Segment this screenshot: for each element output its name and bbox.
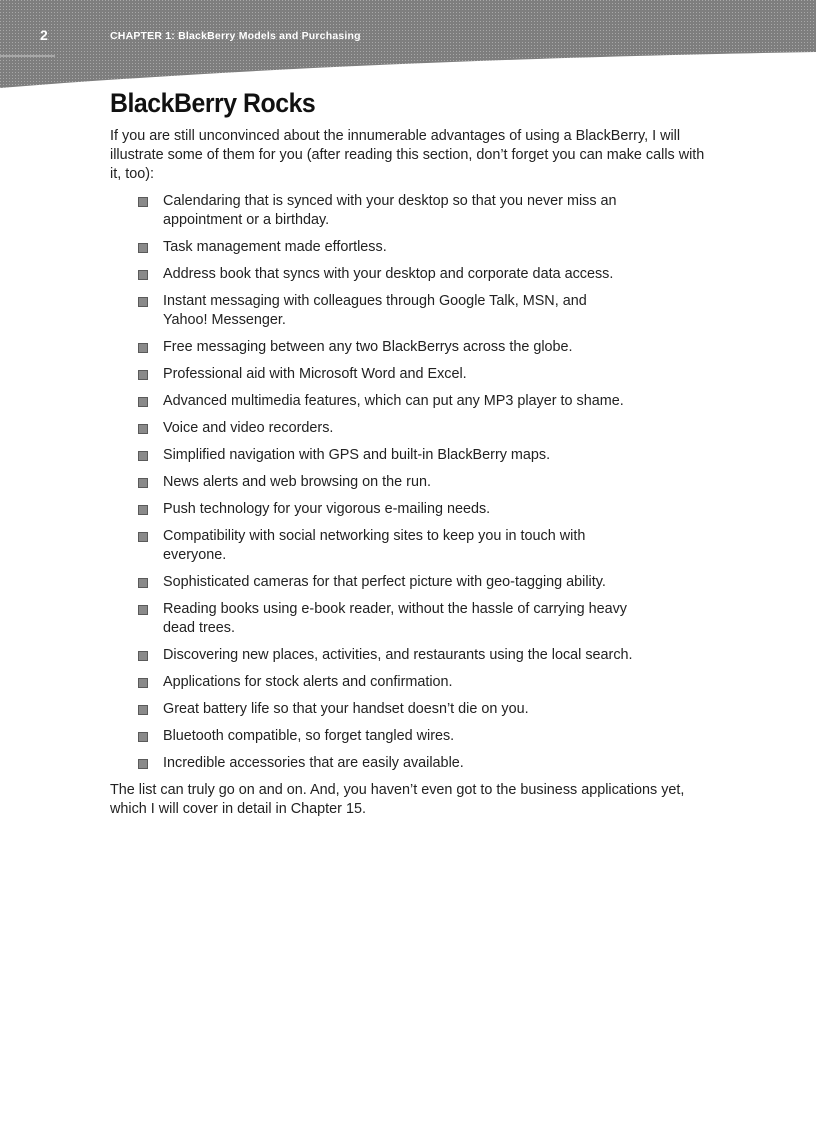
square-bullet-icon bbox=[138, 424, 148, 434]
square-bullet-icon bbox=[138, 397, 148, 407]
list-item: Instant messaging with colleagues through Google Talk, MSN, and Yahoo! Messenger. bbox=[138, 292, 633, 330]
list-item: Bluetooth compatible, so forget tangled wires. bbox=[138, 727, 633, 746]
page-number: 2 bbox=[40, 27, 49, 43]
running-head: CHAPTER 1: BlackBerry Models and Purchasing bbox=[110, 30, 361, 42]
square-bullet-icon bbox=[138, 532, 148, 542]
list-item: News alerts and web browsing on the run. bbox=[138, 473, 633, 492]
list-item: Simplified navigation with GPS and built-in BlackBerry maps. bbox=[138, 446, 683, 465]
advantages-list bbox=[110, 192, 710, 773]
list-item: Free messaging between any two BlackBerrys across the globe. bbox=[138, 338, 683, 357]
list-item: Reading books using e-book reader, without the hassle of carrying heavy dead trees. bbox=[138, 600, 633, 638]
square-bullet-icon bbox=[138, 578, 148, 588]
square-bullet-icon bbox=[138, 297, 148, 307]
square-bullet-icon bbox=[138, 478, 148, 488]
list-item: Compatibility with social networking sites to keep you in touch with everyone. bbox=[138, 527, 633, 565]
square-bullet-icon bbox=[138, 197, 148, 207]
list-item: Task management made effortless. bbox=[138, 238, 633, 257]
intro-paragraph: If you are still unconvinced about the innumerable advantages of using a BlackBerry, I will illustrate some of them for you (after reading this section, don’t forget you can make calls with it, too): bbox=[110, 128, 705, 182]
list-item: Discovering new places, activities, and restaurants using the local search. bbox=[138, 646, 633, 665]
list-item: Sophisticated cameras for that perfect picture with geo-tagging ability. bbox=[138, 573, 683, 592]
square-bullet-icon bbox=[138, 270, 148, 280]
list-item: Applications for stock alerts and confirmation. bbox=[138, 673, 633, 692]
square-bullet-icon bbox=[138, 243, 148, 253]
closing-paragraph: The list can truly go on and on. And, you haven’t even got to the business applications yet, which I will cover in detail in Chapter 15. bbox=[110, 782, 685, 817]
square-bullet-icon bbox=[138, 651, 148, 661]
square-bullet-icon bbox=[138, 732, 148, 742]
list-item: Advanced multimedia features, which can put any MP3 player to shame. bbox=[138, 392, 633, 411]
square-bullet-icon bbox=[138, 451, 148, 461]
square-bullet-icon bbox=[138, 759, 148, 769]
chapter-header-band bbox=[0, 0, 816, 90]
list-item: Incredible accessories that are easily available. bbox=[138, 754, 633, 773]
square-bullet-icon bbox=[138, 505, 148, 515]
list-item: Address book that syncs with your desktop and corporate data access. bbox=[138, 265, 633, 284]
square-bullet-icon bbox=[138, 343, 148, 353]
list-item: Voice and video recorders. bbox=[138, 419, 633, 438]
section-title: BlackBerry Rocks bbox=[110, 88, 316, 118]
list-item: Great battery life so that your handset doesn’t die on you. bbox=[138, 700, 633, 719]
list-item: Push technology for your vigorous e-mailing needs. bbox=[138, 500, 633, 519]
list-item: Calendaring that is synced with your desktop so that you never miss an appointment or a birthday. bbox=[138, 192, 633, 230]
square-bullet-icon bbox=[138, 705, 148, 715]
square-bullet-icon bbox=[138, 370, 148, 380]
square-bullet-icon bbox=[138, 678, 148, 688]
header-band-shape bbox=[0, 0, 816, 90]
page-content bbox=[110, 88, 710, 819]
square-bullet-icon bbox=[138, 605, 148, 615]
list-item: Professional aid with Microsoft Word and Excel. bbox=[138, 365, 633, 384]
